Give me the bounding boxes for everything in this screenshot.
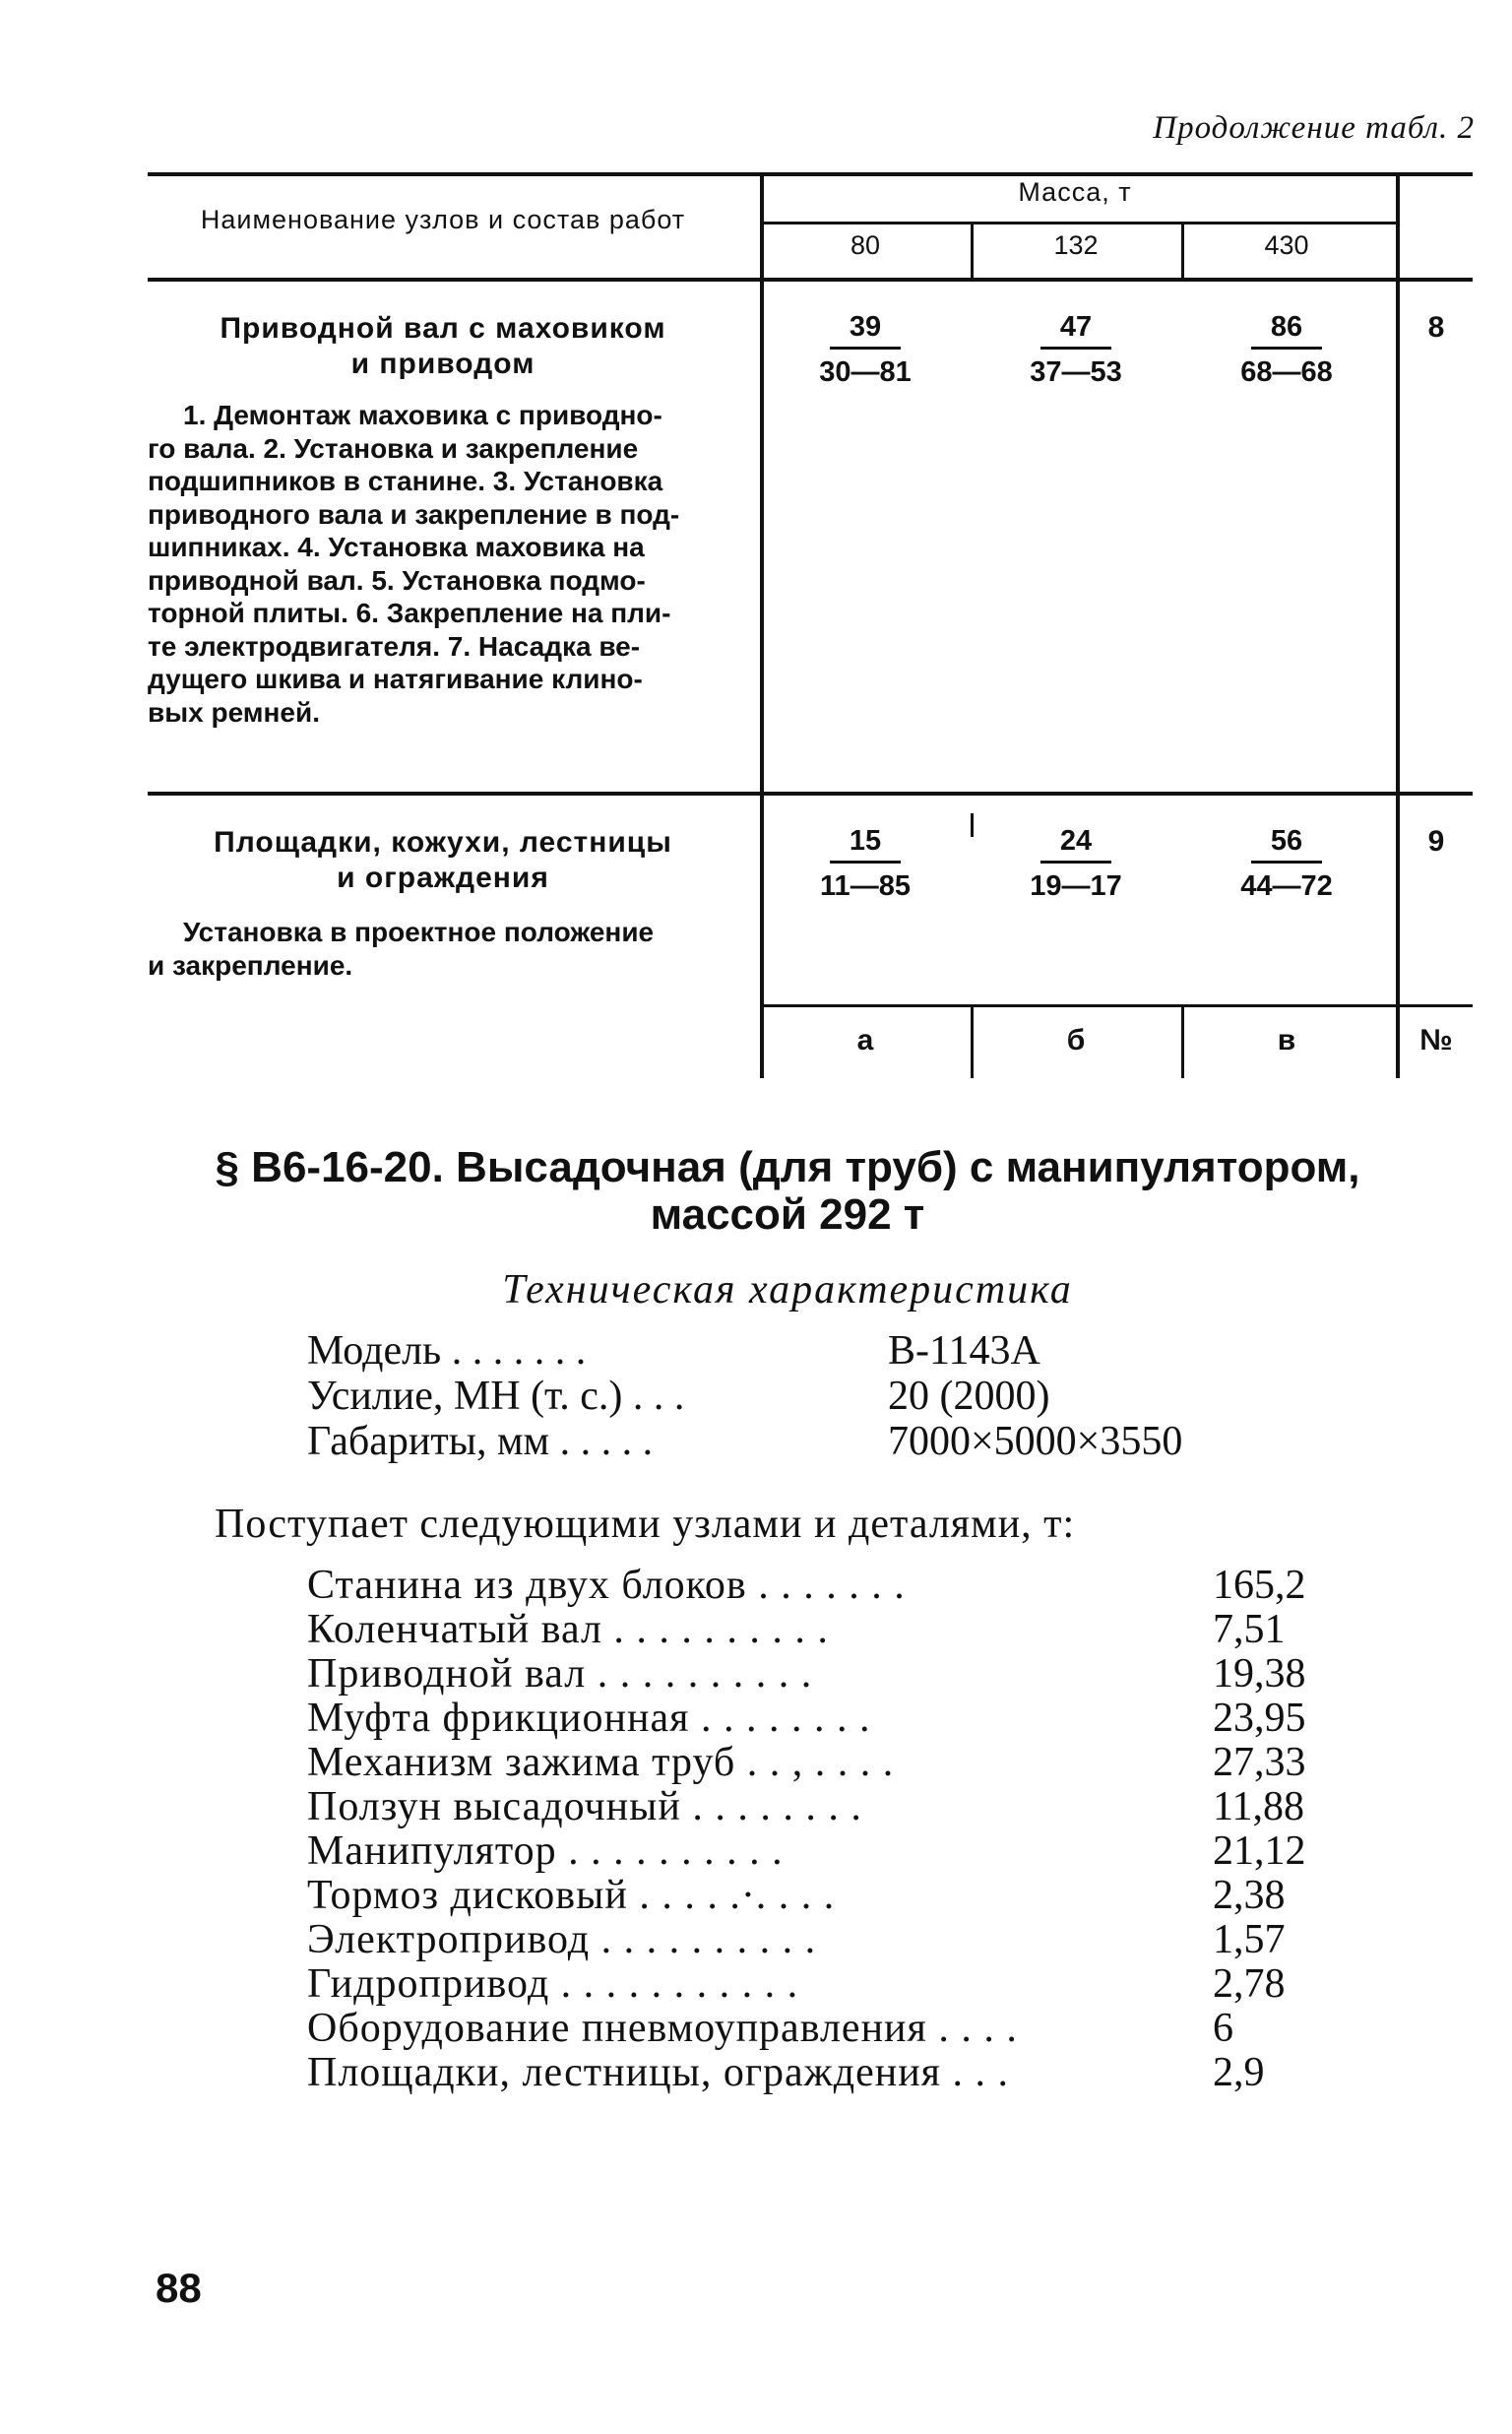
part-row <box>307 1918 1286 1962</box>
column-header-80: 80 <box>850 230 881 260</box>
mass-value-range: 68—68 <box>1240 356 1333 388</box>
header-mass: Масса, т <box>1018 177 1132 207</box>
section-title-line: массой 292 т <box>650 1190 925 1239</box>
mass-value-range: 19—17 <box>1030 870 1122 902</box>
part-label: Гидропривод . . . . . . . . . . . <box>307 1961 799 2007</box>
desc-line: Установка в проектное положение <box>183 917 655 947</box>
row-description <box>148 916 738 982</box>
part-label: Коленчатый вал . . . . . . . . . . <box>307 1607 829 1652</box>
row-title-line: и приводом <box>350 348 536 380</box>
spec-label: Усилие, МН (т. с.) . . . <box>307 1374 685 1419</box>
part-value: 21,12 <box>1213 1828 1306 1874</box>
desc-line: го вала. 2. Установка и закрепление <box>148 432 639 464</box>
desc-line: приводной вал. 5. Установка подмо- <box>148 564 646 596</box>
desc-line: те электродвигателя. 7. Насадка ве- <box>148 630 641 662</box>
row-number: 9 <box>1427 825 1445 858</box>
part-row <box>307 1564 1306 1608</box>
mass-value-num: 15 <box>830 823 901 864</box>
header-name: Наименование узлов и состав работ <box>200 205 686 234</box>
spec-row <box>307 1327 1040 1375</box>
row-number: 8 <box>1427 311 1445 344</box>
mass-value-num: 47 <box>1040 309 1111 350</box>
row-title-line: и ограждения <box>337 862 549 894</box>
part-value: 165,2 <box>1213 1563 1306 1608</box>
desc-line: дущего шкива и натягивание клино- <box>148 664 643 694</box>
mass-value-num: 86 <box>1251 309 1322 350</box>
part-label: Тормоз дисковый . . . . .·. . . . <box>307 1873 836 1918</box>
row-title <box>148 825 738 896</box>
part-value: 2,78 <box>1213 1961 1286 2007</box>
part-value: 19,38 <box>1213 1651 1306 1697</box>
mass-value-range: 37—53 <box>1030 356 1122 388</box>
part-value: 11,88 <box>1213 1784 1304 1829</box>
spec-value: В-1143А <box>888 1328 1040 1374</box>
mass-value-num: 56 <box>1251 823 1322 864</box>
page-number: 88 <box>156 2265 202 2311</box>
footer-col-a: а <box>856 1024 874 1057</box>
mass-value <box>760 309 971 391</box>
part-value: 7,51 <box>1213 1607 1286 1652</box>
header-bottom-rule <box>148 278 1473 282</box>
footer-col-b: б <box>1066 1024 1086 1057</box>
part-row <box>307 1652 1306 1697</box>
part-row <box>307 1741 1306 1785</box>
part-row <box>307 1874 1286 1918</box>
col-divider-1 <box>760 172 764 1078</box>
part-value: 6 <box>1213 2006 1233 2051</box>
part-row <box>307 1829 1306 1874</box>
desc-line: подшипников в станине. 3. Установка <box>148 466 663 496</box>
footer-rule <box>760 1004 1473 1007</box>
parts-intro: Поступает следующими узлами и деталями, т: <box>215 1502 1076 1547</box>
part-row <box>307 2051 1265 2095</box>
part-label: Муфта фрикционная . . . . . . . . <box>307 1696 871 1741</box>
spec-row <box>307 1373 1049 1420</box>
part-value: 2,9 <box>1213 2050 1265 2095</box>
desc-line: вых ремней. <box>148 696 320 728</box>
part-row <box>307 1697 1306 1741</box>
part-label: Приводной вал . . . . . . . . . . <box>307 1651 813 1697</box>
footer-col-v: в <box>1277 1024 1296 1057</box>
row-title-line: Приводной вал с маховиком <box>220 312 666 345</box>
mass-value-num: 39 <box>830 309 901 350</box>
table-top-rule <box>148 172 1473 176</box>
mass-header-rule <box>760 222 1396 224</box>
part-value: 2,38 <box>1213 1873 1286 1918</box>
mass-value <box>1181 309 1392 391</box>
part-label: Площадки, лестницы, ограждения . . . <box>307 2050 1009 2095</box>
desc-line: и закрепление. <box>148 949 353 981</box>
column-header-430: 430 <box>1264 230 1309 260</box>
mass-value-num: 24 <box>1040 823 1111 864</box>
spec-value: 7000×5000×3550 <box>888 1419 1183 1464</box>
part-row <box>307 1785 1304 1829</box>
section-title-line: § В6-16-20. Высадочная (для труб) с манипулятором, <box>215 1143 1360 1191</box>
part-value: 23,95 <box>1213 1696 1306 1741</box>
desc-line: 1. Демонтаж маховика с приводно- <box>183 400 662 430</box>
part-label: Электропривод . . . . . . . . . . <box>307 1917 817 1962</box>
spec-label: Модель . . . . . . . <box>307 1328 587 1374</box>
footer-col-number: № <box>1419 1024 1453 1057</box>
spec-title: Техническая характеристика <box>502 1267 1073 1313</box>
part-value: 1,57 <box>1213 1917 1286 1962</box>
part-label: Станина из двух блоков . . . . . . . <box>307 1563 906 1608</box>
row-title <box>148 311 738 382</box>
mass-value-range: 30—81 <box>819 356 912 388</box>
spec-value: 20 (2000) <box>888 1374 1050 1419</box>
col-divider-4 <box>1396 172 1400 1078</box>
row-title-line: Площадки, кожухи, лестницы <box>214 826 672 859</box>
section-title <box>197 1144 1378 1239</box>
part-row <box>307 2007 1233 2051</box>
row-divider <box>148 792 1473 796</box>
spec-row <box>307 1418 1182 1465</box>
part-label: Ползун высадочный . . . . . . . . <box>307 1784 862 1829</box>
mass-value <box>971 309 1181 391</box>
part-label: Манипулятор . . . . . . . . . . <box>307 1828 784 1874</box>
spec-label: Габариты, мм . . . . . <box>307 1419 654 1464</box>
part-label: Механизм зажима труб . . , . . . . <box>307 1740 895 1785</box>
part-row <box>307 1608 1286 1652</box>
mass-value <box>1181 823 1392 905</box>
part-row <box>307 1962 1286 2007</box>
mass-value-range: 44—72 <box>1240 870 1333 902</box>
desc-line: торной плиты. 6. Закрепление на пли- <box>148 598 671 628</box>
column-header-132: 132 <box>1053 230 1099 260</box>
row-description <box>148 399 738 729</box>
part-label: Оборудование пневмоуправления . . . . <box>307 2006 1018 2051</box>
part-value: 27,33 <box>1213 1740 1306 1785</box>
mass-value <box>971 823 1181 905</box>
continuation-label: Продолжение табл. 2 <box>1153 110 1475 146</box>
mass-value <box>760 823 971 905</box>
mass-value-range: 11—85 <box>820 870 911 902</box>
desc-line: шипниках. 4. Установка маховика на <box>148 532 645 562</box>
desc-line: приводного вала и закрепление в под- <box>148 498 680 530</box>
